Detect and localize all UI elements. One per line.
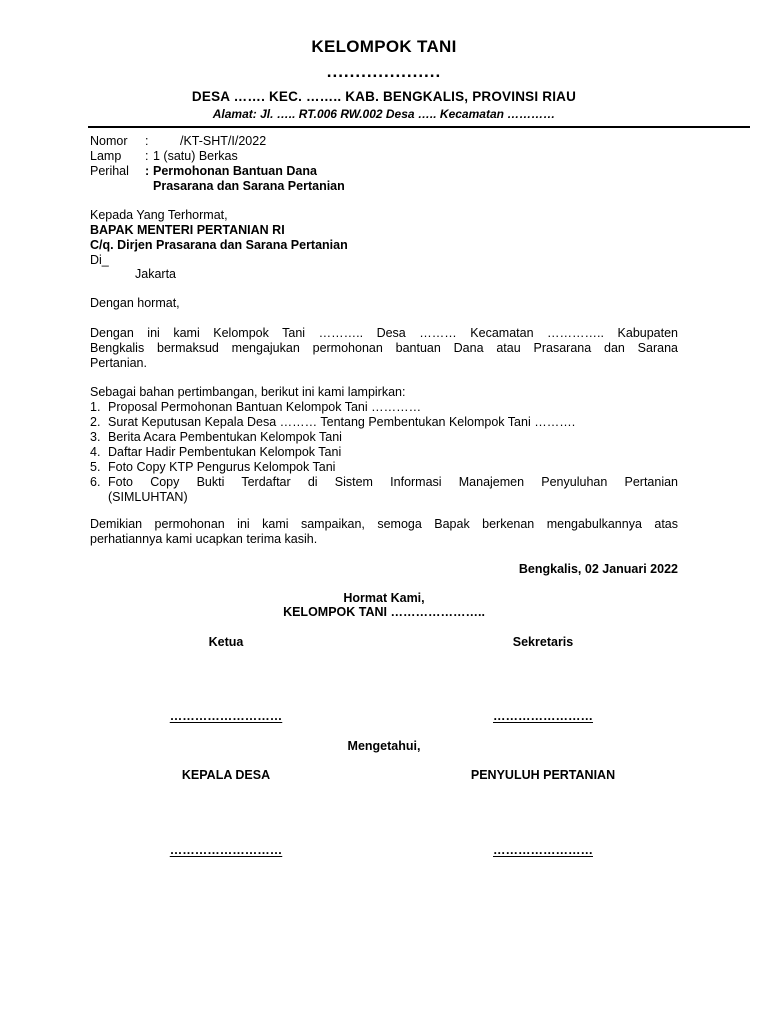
meta-lamp-sep: : xyxy=(145,149,149,163)
paragraph-1-line-2: Bengkalis bermaksud mengajukan permohonan bantuan Dana atau Prasarana dan Sarana xyxy=(90,341,678,355)
greeting: Dengan hormat, xyxy=(90,296,180,310)
signature-blank-penyuluh: …………………… xyxy=(493,843,593,857)
letterhead-title: KELOMPOK TANI xyxy=(311,37,457,56)
official-kepala-desa: KEPALA DESA xyxy=(181,768,271,782)
attachments-list xyxy=(90,400,678,505)
acknowledge: Mengetahui, xyxy=(347,739,421,753)
list-item: 5. Foto Copy KTP Pengurus Kelompok Tani xyxy=(90,460,336,474)
paragraph-1-line-3: Pertanian. xyxy=(90,356,147,370)
regards: Hormat Kami, xyxy=(343,591,425,605)
closing-line-2: perhatiannya kami ucapkan terima kasih. xyxy=(90,532,318,546)
meta-lamp xyxy=(90,149,238,164)
recipient-di: Di_ xyxy=(90,253,109,267)
recipient-city: Jakarta xyxy=(135,267,176,281)
signature-blank-sekretaris: …………………… xyxy=(493,709,593,723)
group-name: KELOMPOK TANI ………………….. xyxy=(283,605,485,619)
list-item: 1. Proposal Permohonan Bantuan Kelompok Tani ………… xyxy=(90,400,422,414)
meta-nomor-value: /KT-SHT/I/2022 xyxy=(180,134,267,148)
meta-perihal-sep: : xyxy=(145,164,150,178)
recipient-name: BAPAK MENTERI PERTANIAN RI xyxy=(90,223,285,237)
role-ketua: Ketua xyxy=(208,635,244,649)
meta-perihal xyxy=(90,164,317,179)
recipient-cq: C/q. Dirjen Prasarana dan Sarana Pertanian xyxy=(90,238,348,252)
list-item: 2. Surat Keputusan Kepala Desa ……… Tentang Pembentukan Kelompok Tani ………. xyxy=(90,415,576,429)
meta-nomor xyxy=(90,134,266,149)
letterhead-village-line: DESA ……. KEC. …….. KAB. BENGKALIS, PROVINSI RIAU xyxy=(191,89,577,104)
meta-perihal-line2: Prasarana dan Sarana Pertanian xyxy=(153,179,345,193)
meta-perihal-line1: Permohonan Bantuan Dana xyxy=(153,164,317,178)
letterhead-title-dots: .................... xyxy=(326,62,442,81)
letterhead-address-line: Alamat: Jl. ….. RT.006 RW.002 Desa ….. Kecamatan ………… xyxy=(212,107,556,121)
list-item: 6. Foto Copy Bukti Terdaftar di Sistem Informasi Manajemen Penyuluhan Pertanian xyxy=(90,475,678,489)
recipient-salutation: Kepada Yang Terhormat, xyxy=(90,208,228,222)
meta-lamp-label: Lamp xyxy=(90,149,122,163)
paragraph-1-line-1: Dengan ini kami Kelompok Tani ……….. Desa ……… Kecamatan ………….. Kabupaten xyxy=(90,326,678,340)
role-sekretaris: Sekretaris xyxy=(512,635,574,649)
official-penyuluh: PENYULUH PERTANIAN xyxy=(470,768,616,782)
list-item: 3. Berita Acara Pembentukan Kelompok Tani xyxy=(90,430,342,444)
meta-perihal-label: Perihal xyxy=(90,164,129,178)
signature-blank-ketua: ……………………… xyxy=(169,709,283,723)
meta-nomor-sep: : xyxy=(145,134,149,148)
meta-lamp-value: 1 (satu) Berkas xyxy=(153,149,238,163)
letterhead-divider xyxy=(88,126,750,128)
attachments-intro: Sebagai bahan pertimbangan, berikut ini kami lampirkan: xyxy=(90,385,406,399)
list-item-continuation: (SIMLUHTAN) xyxy=(108,490,188,504)
letter-date: Bengkalis, 02 Januari 2022 xyxy=(518,562,678,576)
closing-line-1: Demikian permohonan ini kami sampaikan, semoga Bapak berkenan mengabulkannya atas xyxy=(90,517,678,531)
signature-blank-kepala-desa: ……………………… xyxy=(169,843,283,857)
list-item: 4. Daftar Hadir Pembentukan Kelompok Tani xyxy=(90,445,342,459)
meta-nomor-label: Nomor xyxy=(90,134,128,148)
